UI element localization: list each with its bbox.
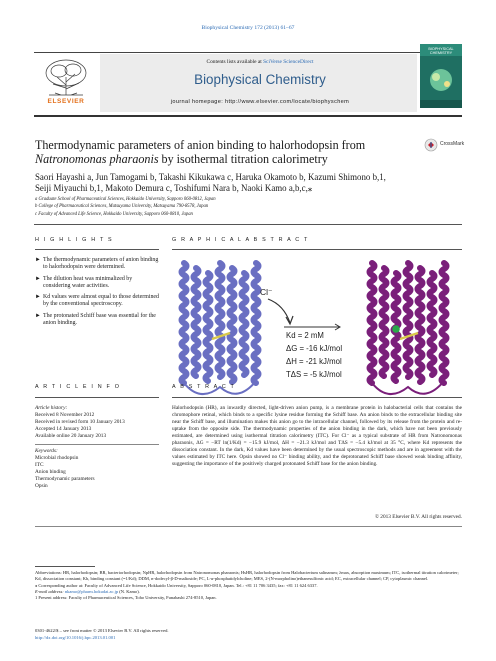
chloride-ion: [392, 325, 400, 333]
header-top-rule: [34, 52, 462, 53]
keywords-label: Keywords:: [35, 448, 58, 454]
present-address-footnote: 1 Present address: Faculty of Pharmaceutical Sciences, Toho University, Funabashi 274-8510, Japan.: [35, 595, 217, 601]
footnotes: [35, 570, 462, 601]
highlights-rule: [35, 249, 159, 250]
journal-reference[interactable]: Biophysical Chemistry 172 (2013) 61–67: [201, 25, 295, 31]
graphical-abstract-rule: [172, 249, 462, 250]
article-title: [35, 138, 405, 166]
affiliation-rule: [34, 224, 462, 225]
abstract-rule: [172, 397, 462, 398]
article-info-rule: [35, 397, 159, 398]
contents-prefix: Contents lists available at: [206, 59, 264, 65]
publisher-logo-text: ELSEVIER: [47, 98, 85, 105]
t-delta-s-value: TΔS = -5 kJ/mol: [286, 370, 342, 379]
helix: [370, 263, 375, 383]
history-label: Article history:: [35, 405, 68, 411]
helix: [442, 263, 447, 383]
apo-protein-structure: [182, 263, 259, 394]
issn-block: [35, 628, 462, 641]
helix: [206, 273, 211, 381]
affiliation-a: a Graduate School of Pharmaceutical Sciences, Hokkaido University, Sapporo 060-0812, Japan: [35, 197, 216, 202]
contents-line: [120, 59, 400, 65]
loop: [372, 381, 444, 394]
cover-title: BIOPHYSICAL CHEMISTRY: [428, 47, 454, 55]
helix: [218, 263, 223, 377]
authors-line-1: Saori Hayashi a, Jun Tamogami b, Takashi Kikukawa c, Haruka Okamoto b, Kazumi Shimono b,1,: [35, 172, 386, 182]
keyword: Opsin: [35, 482, 48, 489]
highlights-heading: H I G H L I G H T S: [35, 237, 114, 243]
crossmark-label[interactable]: CrossMark: [440, 141, 465, 147]
helix: [430, 273, 435, 375]
history-online: Available online 20 January 2013: [35, 432, 107, 439]
title-line2: by isothermal titration calorimetry: [158, 152, 328, 166]
kd-value: Kd = 2 mM: [286, 331, 324, 340]
authors-line-2: Seiji Miyauchi b,1, Makoto Demura c, Toshifumi Nara b, Naoki Kamo a,b,c,⁎: [35, 183, 313, 193]
bullet-icon: ►: [35, 312, 41, 319]
article-history: [35, 405, 159, 440]
sciencedirect-link[interactable]: SciVerse ScienceDirect: [263, 59, 314, 65]
copyright-notice: © 2013 Elsevier B.V. All rights reserved.: [374, 514, 462, 520]
title-species: Natronomonas pharaonis: [35, 152, 159, 166]
affiliation-c: c Faculty of Advanced Life Science, Hokkaido University, Sapporo 060-0810, Japan: [35, 211, 193, 217]
author-list: [35, 172, 465, 194]
title-line1: Thermodynamic parameters of anion binding to halorhodopsin from: [35, 138, 366, 152]
keyword: ITC: [35, 461, 44, 468]
delta-g-value: ΔG = -16 kJ/mol: [286, 344, 343, 353]
history-revised: Received in revised form 10 January 2013: [35, 418, 125, 425]
affiliation-b: b College of Pharmaceutical Sciences, Matsuyama University, Matsuyama 790-8578, Japan: [35, 204, 209, 210]
helix: [194, 268, 199, 376]
abstract-heading: A B S T R A C T: [172, 384, 236, 390]
history-accepted: Accepted 14 January 2013: [35, 425, 92, 432]
helix: [182, 263, 187, 383]
email-label: E-mail address:: [35, 588, 65, 594]
graphical-abstract-heading: G R A P H I C A L A B S T R A C T: [172, 237, 309, 243]
journal-title: Biophysical Chemistry: [194, 72, 326, 87]
keyword: Anion binding: [35, 468, 66, 475]
bullet-icon: ►: [35, 294, 41, 301]
highlight-item: ► The thermodynamic parameters of anion binding to halorhodopsin were determined.: [35, 257, 159, 271]
highlights-list: [35, 257, 159, 331]
helix: [242, 273, 247, 375]
keyword: Thermodynamic parameters: [35, 475, 95, 482]
abstract-body: Halorhodopsin (HR), an inwardly directed, light-driven anion pump, is a membrane protein in halobacterial cells that contains the chromophore retinal, which binds to a specific lysine residue forming the Schiff base. An anion binds to the extracellular binding site near the Schiff base, and illumination makes this anion go to the intracellular channel, followed by its release from the protein and re-uptake from the opposite side. The thermodynamic properties of the anion binding in the dark, which have not been previously estimated, are determined using isothermal titration calorimetry (ITC). For Cl⁻ as a typical substrate of HR from Natronomonas pharaonis, ΔG = −RT ln(1/Kd) = −15.9 kJ/mol, ΔH = −21.3 kJ/mol and TΔS = −5.4 kJ/mol at 35 °C, where Kd represents the dissociation constant. In the dark, Kd values have been determined by the usual spectroscopic methods and are in agreement with the values estimated by ITC here. Opsin showed no Cl⁻ binding ability, and the deprotonated Schiff base showed weak binding affinity, suggesting the importance of the positively charged protonated Schiff base for the anion binding.: [172, 405, 462, 467]
bullet-icon: ►: [35, 257, 41, 263]
email-suffix: (N. Kamo).: [118, 588, 140, 594]
history-rule: [35, 444, 159, 445]
email-link[interactable]: nkamo@pharm.hokudai.ac.jp: [64, 588, 119, 594]
helix: [418, 268, 423, 382]
helix: [230, 268, 235, 382]
helix: [382, 268, 387, 376]
abstract-bottom-rule: [35, 526, 462, 527]
highlight-item: ► Kd values were almost equal to those determined by the conventional spectroscopy.: [35, 294, 159, 308]
delta-h-value: ΔH = -21 kJ/mol: [286, 357, 342, 366]
doi-link[interactable]: http://dx.doi.org/10.1016/j.bpc.2013.01.001: [35, 634, 116, 640]
journal-homepage[interactable]: journal homepage: http://www.elsevier.com/locate/biophyschem: [170, 99, 350, 105]
article-info-heading: A R T I C L E I N F O: [35, 384, 121, 390]
history-received: Received 8 November 2012: [35, 411, 95, 418]
chloride-bound-protein-structure: [370, 263, 447, 394]
keyword: Microbial rhodopsin: [35, 454, 79, 461]
footnote-rule: [35, 566, 95, 567]
highlight-item: ► The dilution heat was minimalized by considering water activities.: [35, 275, 133, 289]
highlight-item: ► The protonated Schiff base was essential for the anion binding.: [35, 312, 156, 327]
affiliations: [35, 196, 465, 218]
corresponding-author-footnote: ⁎ Corresponding author at: Faculty of Advanced Life Science, Hokkaido University, Sapporo 060-0810, Japan. Tel.: +81 11 706 3435; fax: +81 11 624 6337.: [35, 582, 318, 588]
helix: [406, 263, 411, 377]
helix: [254, 263, 259, 383]
anion-label: Cl⁻: [260, 287, 273, 297]
abbreviations-footnote: Abbreviations: HR, halorhodopsin; BR, bacteriorhodopsin; NpHR, halorhodopsin from Natronomonas pharaonis; HsHR, halorhodopsin from Halobacterium salinarum; λmax, absorption maximum; ITC, isothermal titration calorimeter; Kd, dissociation constant; Kb, binding constant (=1/Kd); DDM, n-dodecyl-β-D-maltoside; PC, L-α-phosphatidylcholine; MES, 2-(N-morpholino)ethanesulfonic acid; EC, extracellular channel; CP, cytoplasmic channel.: [35, 570, 459, 582]
header-rule: [34, 115, 462, 117]
bullet-icon: ►: [35, 275, 41, 282]
keywords: [35, 448, 159, 489]
issn-line: 0301-4622/$ – see front matter © 2013 Elsevier B.V. All rights reserved.: [35, 628, 169, 633]
